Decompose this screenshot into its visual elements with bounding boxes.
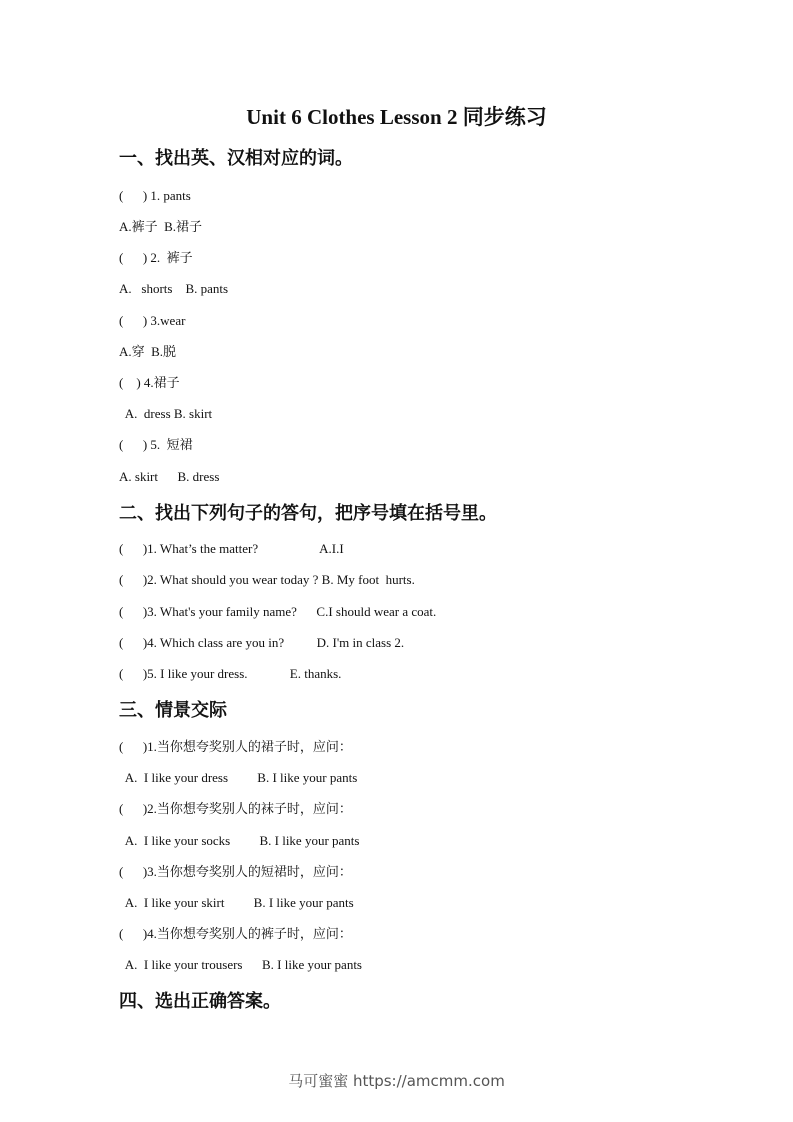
- section-3-heading: 三、情景交际: [119, 700, 227, 721]
- section-3-line: A. I like your skirt B. I like your pants: [119, 895, 354, 910]
- section-3-line: ( )3.当你想夸奖别人的短裙时，应问：: [119, 864, 352, 879]
- section-1-line: A. skirt B. dress: [119, 469, 220, 484]
- section-1-line: ( ) 1. pants: [119, 188, 191, 203]
- section-2-line: ( )5. I like your dress. E. thanks.: [119, 666, 342, 681]
- section-1-line: A. dress B. skirt: [119, 406, 213, 421]
- section-2-heading: 二、找出下列句子的答句，把序号填在括号里。: [119, 503, 497, 524]
- section-1-line: A.穿 B.脱: [119, 344, 177, 359]
- section-3-line: A. I like your trousers B. I like your pants: [119, 957, 362, 972]
- section-2-line: ( )3. What's your family name? C.I should wear a coat.: [119, 604, 437, 619]
- section-3-line: ( )1.当你想夸奖别人的裙子时，应问：: [119, 739, 352, 754]
- section-1-line: ( ) 2. 裤子: [119, 250, 193, 265]
- section-2-line: ( )4. Which class are you in? D. I'm in class 2.: [119, 635, 405, 650]
- section-1-line: ( ) 4.裙子: [119, 375, 180, 390]
- section-3-line: ( )2.当你想夸奖别人的袜子时，应问：: [119, 801, 352, 816]
- section-3-line: A. I like your socks B. I like your pants: [119, 833, 360, 848]
- footer-watermark: 马可蜜蜜 https://amcmm.com: [288, 1072, 505, 1090]
- section-2-line: ( )2. What should you wear today ? B. My foot hurts.: [119, 572, 415, 587]
- section-1-line: A.裤子 B.裙子: [119, 219, 203, 234]
- section-3-line: A. I like your dress B. I like your pants: [119, 770, 358, 785]
- section-1-line: A. shorts B. pants: [119, 281, 229, 296]
- section-1-heading: 一、找出英、汉相对应的词。: [119, 148, 353, 169]
- section-3-line: ( )4.当你想夸奖别人的裤子时，应问：: [119, 926, 352, 941]
- page-title: Unit 6 Clothes Lesson 2 同步练习: [246, 105, 547, 129]
- section-1-line: ( ) 5. 短裙: [119, 437, 193, 452]
- section-2-line: ( )1. What’s the matter? A.I.I: [119, 541, 344, 556]
- section-4-heading: 四、选出正确答案。: [119, 991, 281, 1012]
- section-1-line: ( ) 3.wear: [119, 313, 186, 328]
